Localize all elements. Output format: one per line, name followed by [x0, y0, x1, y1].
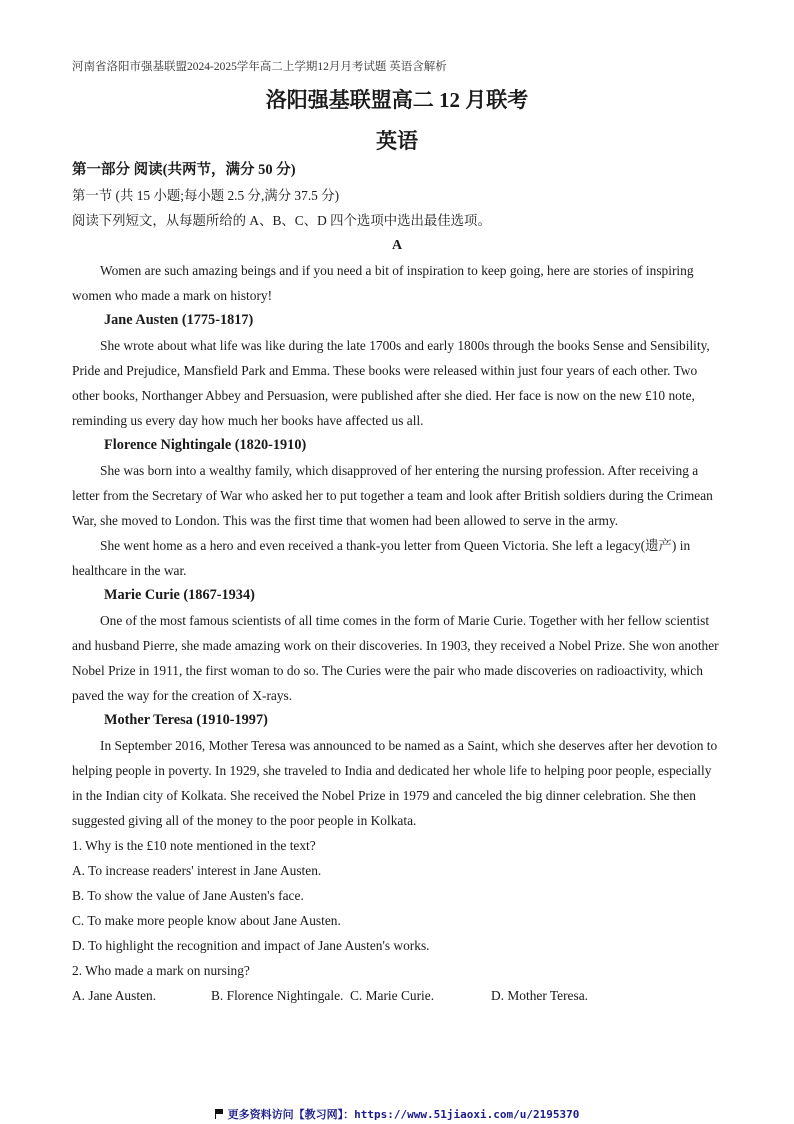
question-options-row	[72, 983, 722, 1008]
passage-label: A	[391, 238, 403, 253]
running-header: 河南省洛阳市强基联盟2024-2025学年高二上学期12月月考试题 英语含解析	[72, 61, 447, 73]
flag-icon	[215, 1109, 224, 1119]
question-option: A. To increase readers' interest in Jane Austen.	[72, 863, 322, 878]
person-paragraph: In September 2016, Mother Teresa was announced to be named as a Saint, which she deserves after her devotion to helping people in poverty. In 1929, she traveled to India and dedicated her whole life to helping poor people, especially in the Indian city of Kolkata. She received the Nobel Prize in 1979 and canceled the big dinner celebration. She then suggested giving all of the money to the poor people in Kolkata.	[72, 738, 718, 828]
person-paragraph: She wrote about what life was like during the late 1700s and early 1800s through the books Sense and Sensibility, Pride and Prejudice, Mansfield Park and Emma. These books were released within just four years of each other. Two other books, Northanger Abbey and Persuasion, were published after she died. Her face is now on the new £10 note, reminding us every day how much her books have affected us all.	[72, 338, 710, 428]
person-heading: Jane Austen (1775-1817)	[104, 312, 254, 328]
question-option: B. Florence Nightingale.	[211, 988, 344, 1003]
question-option: C. To make more people know about Jane Austen.	[72, 913, 341, 928]
footer-link-text[interactable]: 更多资料访问【教习网】：https://www.51jiaoxi.com/u/2195370	[227, 1108, 580, 1121]
footer	[0, 1106, 794, 1122]
question-stem: 2. Who made a mark on nursing?	[72, 963, 250, 978]
question-option: A. Jane Austen.	[72, 988, 157, 1003]
passage-intro: Women are such amazing beings and if you need a bit of inspiration to keep going, here are stories of inspiring women who made a mark on history!	[72, 263, 694, 303]
person-paragraph: One of the most famous scientists of all time comes in the form of Marie Curie. Together with her fellow scientist and husband Pierre, she made amazing work on their discoveries. In 1903, they received a Nobel Prize. She won another Nobel Prize in 1911, the first woman to do so. The Curies were the pair who made discoveries on radioactivity, which paved the way for the creation of X-rays.	[72, 613, 719, 703]
instructions: 阅读下列短文，从每题所给的 A、B、C、D 四个选项中选出最佳选项。	[72, 213, 491, 228]
person-paragraph: She went home as a hero and even received a thank-you letter from Queen Victoria. She left a legacy(遗产) in healthcare in the war.	[72, 538, 691, 578]
person-heading: Florence Nightingale (1820-1910)	[104, 437, 307, 453]
question-option: D. To highlight the recognition and impact of Jane Austen's works.	[72, 938, 430, 953]
question-option: B. To show the value of Jane Austen's face.	[72, 888, 304, 903]
exam-content	[72, 158, 722, 1008]
person-heading: Marie Curie (1867-1934)	[104, 587, 255, 603]
question-stem: 1. Why is the £10 note mentioned in the text?	[72, 838, 316, 853]
part-title: 第一部分 阅读(共两节，满分 50 分)	[72, 162, 296, 178]
question-option: C. Marie Curie.	[350, 988, 435, 1003]
question-option: D. Mother Teresa.	[491, 988, 588, 1003]
person-heading: Mother Teresa (1910-1997)	[104, 712, 268, 728]
exam-title: 洛阳强基联盟高二 12 月联考	[265, 88, 529, 112]
section-info: 第一节 (共 15 小题;每小题 2.5 分,满分 37.5 分)	[72, 188, 340, 203]
subject-title: 英语	[376, 129, 418, 153]
person-paragraph: She was born into a wealthy family, which disapproved of her entering the nursing profession. After receiving a letter from the Secretary of War who asked her to put together a team and look after British soldiers during the Crimean War, she moved to London. This was the first time that women had been allowed to serve in the army.	[72, 463, 713, 528]
